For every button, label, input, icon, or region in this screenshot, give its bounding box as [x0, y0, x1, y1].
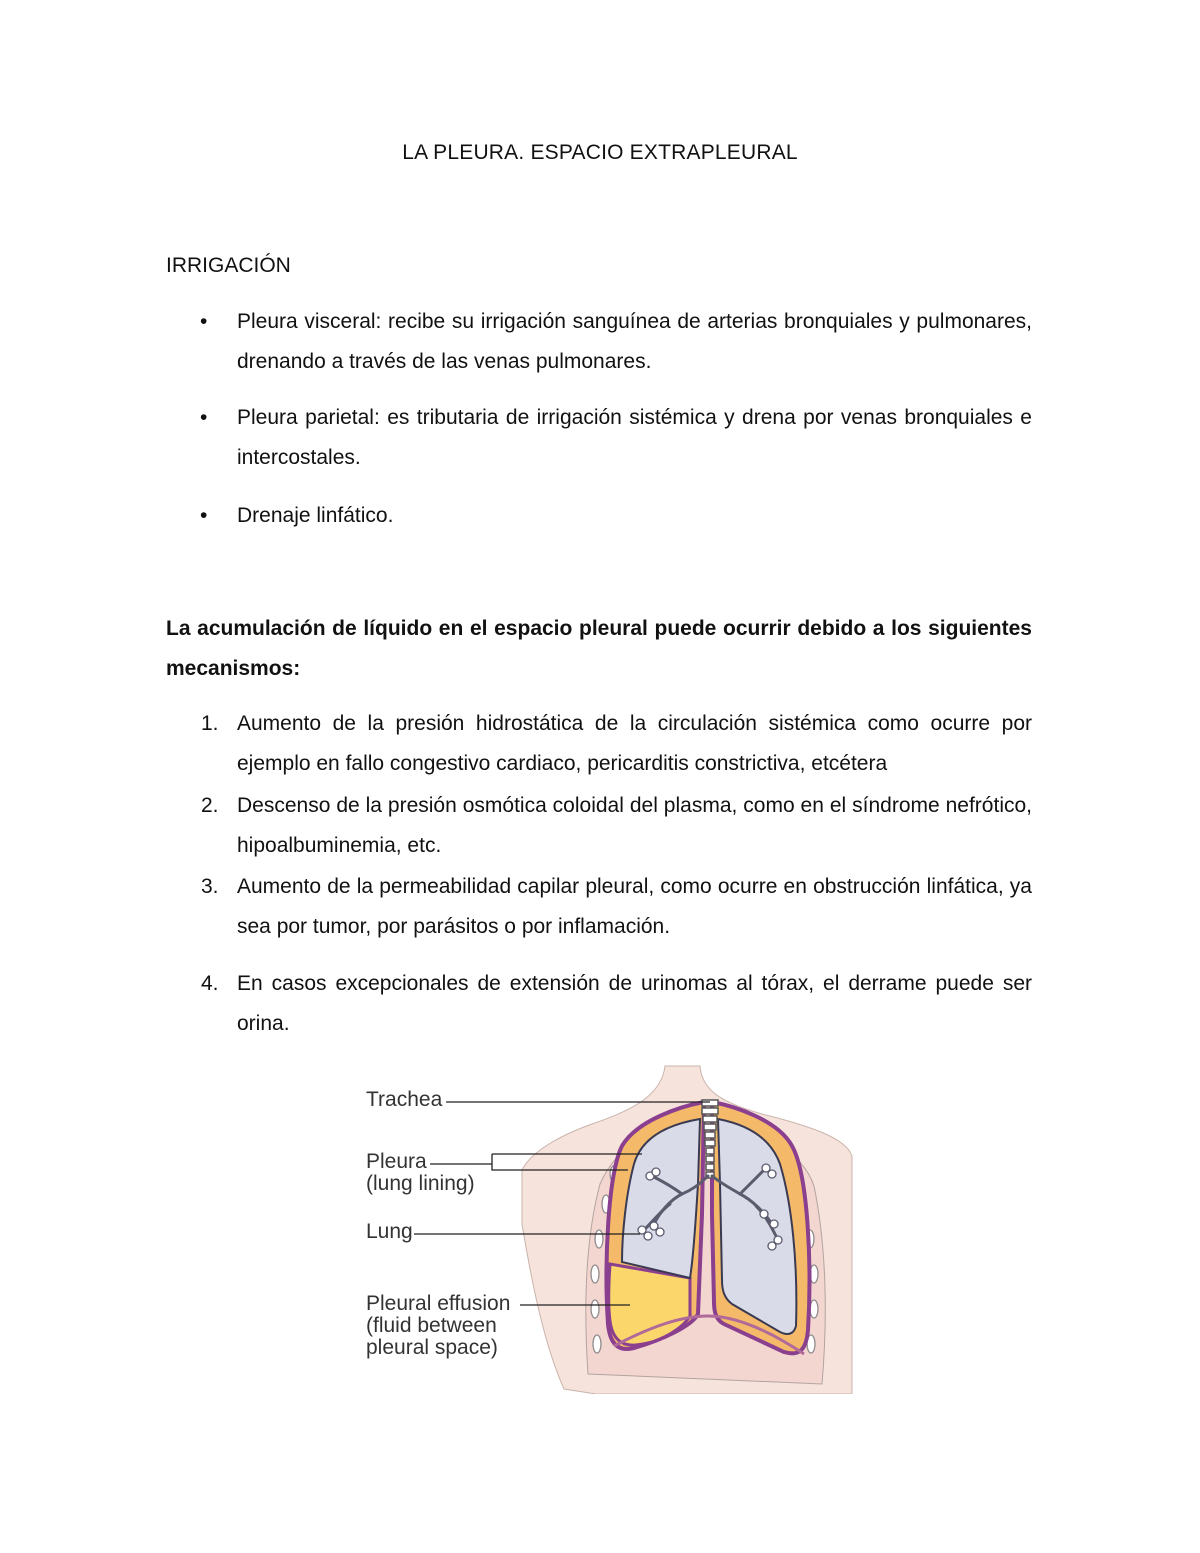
bullet-marker: • — [200, 504, 208, 527]
irrigation-list-item — [166, 302, 1032, 382]
mechanism-item-text: Aumento de la permeabilidad capilar pleural, como ocurre en obstrucción linfática, ya sea por tumor, por parásitos o por inflamación. — [237, 875, 1032, 938]
list-number: 1. — [201, 712, 219, 735]
bullet-marker: • — [200, 310, 208, 333]
label-pleura: Pleura — [366, 1150, 427, 1173]
pleural-effusion-illustration — [352, 1064, 854, 1394]
bullet-marker: • — [200, 406, 208, 429]
label-effusion-line2: (fluid between — [366, 1314, 497, 1337]
mechanism-item-text: En casos excepcionales de extensión de urinomas al tórax, el derrame puede ser orina. — [237, 972, 1032, 1035]
mechanism-list-item — [166, 704, 1032, 784]
list-number: 2. — [201, 794, 219, 817]
mechanism-list-item — [166, 867, 1032, 947]
mechanism-item-text: Aumento de la presión hidrostática de la circulación sistémica como ocurre por ejemplo en fallo congestivo cardiaco, pericarditis constrictiva, etcétera — [237, 712, 1032, 775]
label-effusion: Pleural effusion — [366, 1292, 511, 1315]
mechanism-list-item — [166, 964, 1032, 1044]
list-number: 4. — [201, 972, 219, 995]
label-effusion-line3: pleural space) — [366, 1336, 498, 1359]
irrigation-list-item — [166, 496, 1032, 536]
irrigation-heading: IRRIGACIÓN — [166, 254, 291, 277]
label-trachea: Trachea — [366, 1088, 443, 1111]
document-title: LA PLEURA. ESPACIO EXTRAPLEURAL — [402, 141, 798, 164]
irrigation-item-text: Pleura visceral: recibe su irrigación sanguínea de arterias bronquiales y pulmonares, drenando a través de las venas pulmonares. — [237, 310, 1032, 373]
label-pleura-sub: (lung lining) — [366, 1172, 475, 1195]
mechanisms-intro: La acumulación de líquido en el espacio pleural puede ocurrir debido a los siguientes mecanismos: — [166, 617, 1032, 680]
irrigation-item-text: Pleura parietal: es tributaria de irrigación sistémica y drena por venas bronquiales e intercostales. — [237, 406, 1032, 469]
list-number: 3. — [201, 875, 219, 898]
mechanism-list-item — [166, 786, 1032, 866]
irrigation-list-item — [166, 398, 1032, 478]
mechanism-item-text: Descenso de la presión osmótica coloidal del plasma, como en el síndrome nefrótico, hipoalbuminemia, etc. — [237, 794, 1032, 857]
irrigation-item-text: Drenaje linfático. — [237, 504, 394, 527]
label-lung: Lung — [366, 1220, 413, 1243]
